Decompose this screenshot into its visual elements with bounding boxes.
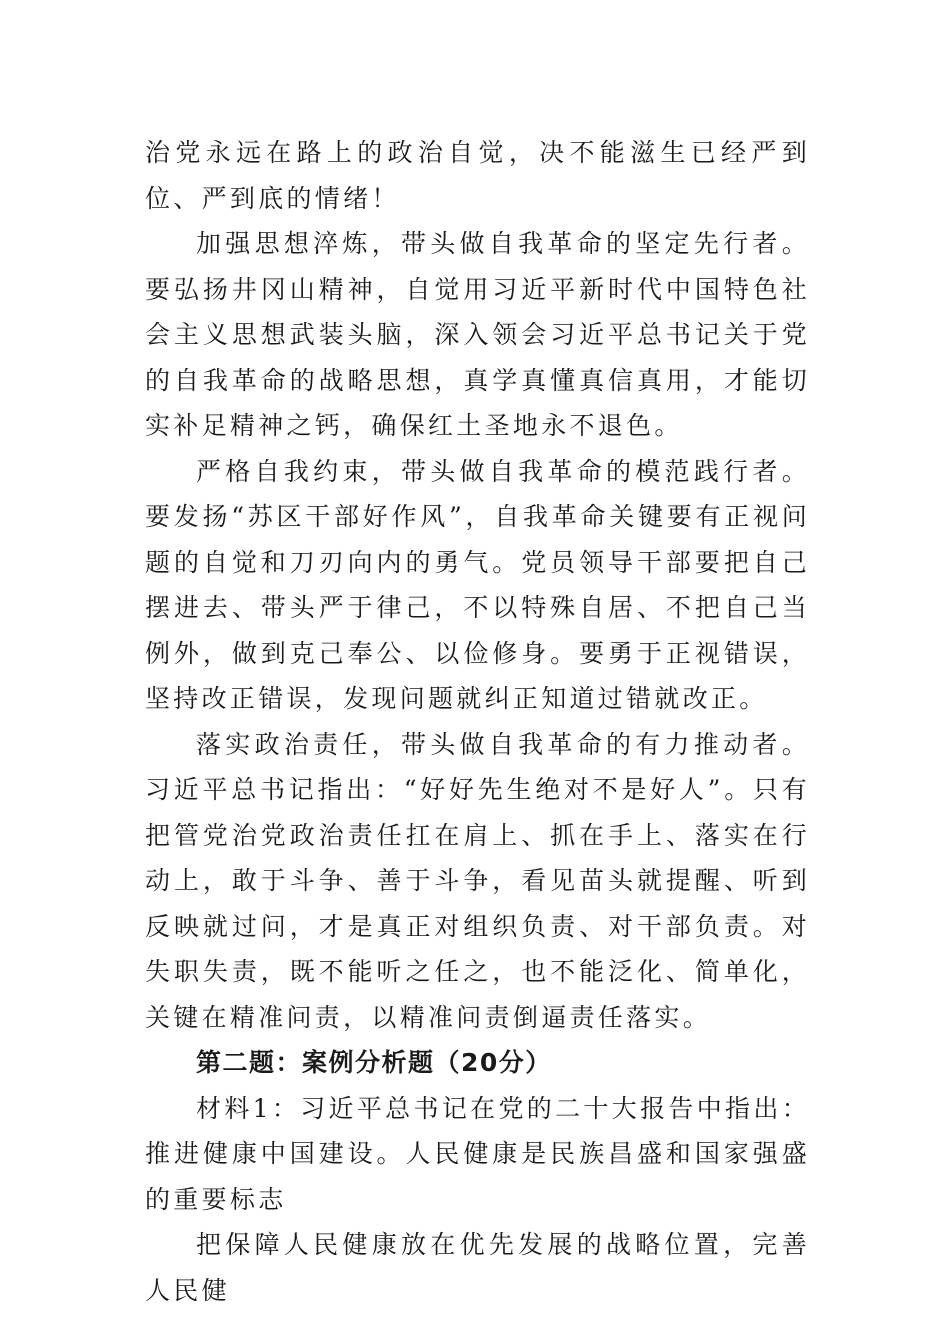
document-page (145, 130, 810, 1313)
material-paragraph: 材料1：习近平总书记在党的二十大报告中指出：推进健康中国建设。人民健康是民族昌盛和国家强盛的重要标志 (145, 1093, 810, 1214)
paragraph-thought-tempering: 加强思想淬炼，带头做自我革命的坚定先行者。要弘扬井冈山精神，自觉用习近平新时代中国特色社会主义思想武装头脑，深入领会习近平总书记关于党的自我革命的战略思想，真学真懂真信真用，才能切实补足精神之钙，确保红土圣地永不退色。 (145, 229, 810, 440)
section-heading: 第二题：案例分析题（20分） (196, 1048, 552, 1077)
material-paragraph-continued: 把保障人民健康放在优先发展的战略位置，完善人民健 (145, 1230, 810, 1305)
paragraph-self-discipline: 严格自我约束，带头做自我革命的模范践行者。要发扬“苏区干部好作风”，自我革命关键要有正视问题的自觉和刀刃向内的勇气。党员领导干部要把自己摆进去、带头严于律己，不以特殊自居、不把自己当例外，做到克己奉公、以俭修身。要勇于正视错误，坚持改正错误，发现问题就纠正知道过错就改正。 (145, 456, 810, 713)
paragraph-political-responsibility: 落实政治责任，带头做自我革命的有力推动者。习近平总书记指出：“好好先生绝对不是好人”。只有把管党治党政治责任扛在肩上、抓在手上、落实在行动上，敢于斗争、善于斗争，看见苗头就提醒、听到反映就过问，才是真正对组织负责、对干部负责。对失职失责，既不能听之任之，也不能泛化、简单化，关键在精准问责，以精准问责倒逼责任落实。 (145, 729, 810, 1032)
paragraph-continuation: 治党永远在路上的政治自觉，决不能滋生已经严到位、严到底的情绪！ (145, 138, 810, 213)
